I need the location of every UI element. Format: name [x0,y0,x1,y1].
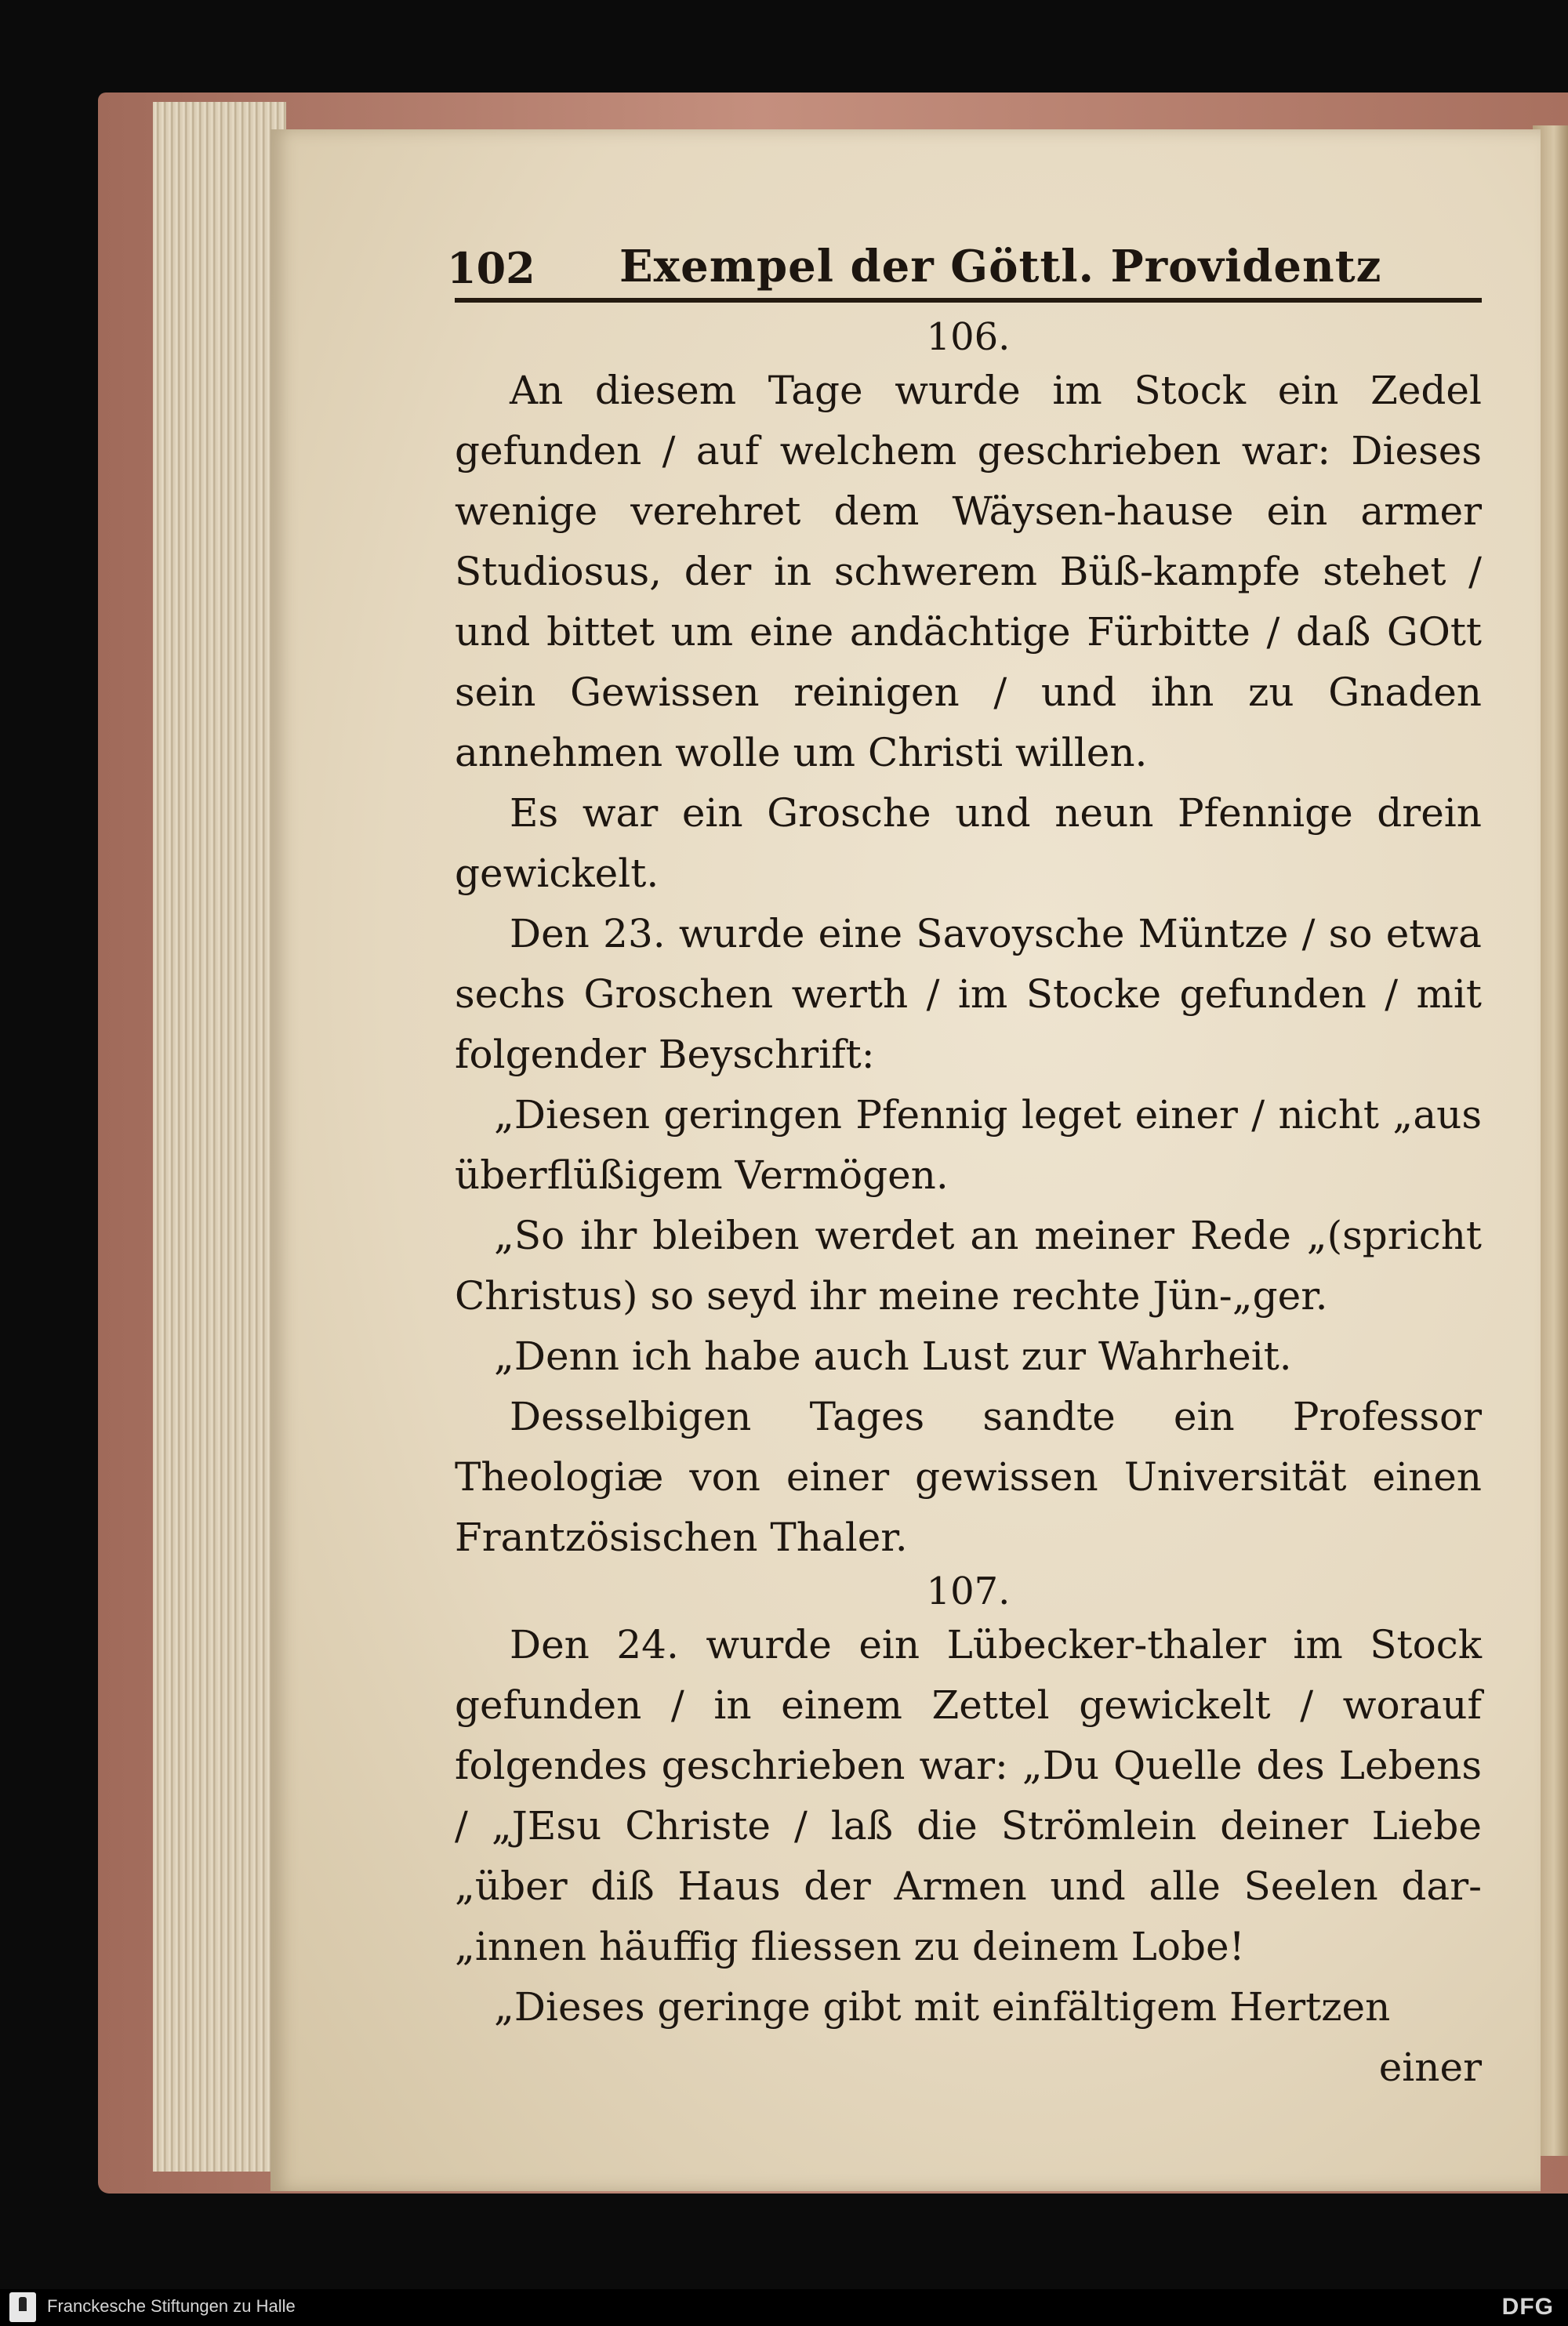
page-number: 102 [447,243,535,293]
franckesche-stiftungen-logo-icon [9,2292,36,2322]
dfg-logo: DFG [1501,2294,1554,2320]
footer-owner: Franckesche Stiftungen zu Halle [47,2296,296,2316]
section-number: 107. [926,1569,1011,1613]
section-107 [455,1568,1482,2038]
quoted-inscription: „Diesen geringen Pfennig leget einer / nicht „aus überflüßigem Vermögen. [455,1092,1482,1198]
quoted-inscription: „So ihr bleiben werdet an meiner Rede „(spricht Christus) so seyd ihr meine rechte Jün-„ger. [455,1213,1482,1319]
page-edges [153,102,286,2172]
paragraph: Den 23. wurde eine Savoysche Müntze / so etwa sechs Groschen werth / im Stocke gefunden / mit folgender Beyschrift: [455,911,1482,1077]
paragraph: Es war ein Grosche und neun Pfennige drein gewickelt. [455,790,1482,896]
catchword: einer [1378,2045,1482,2090]
quoted-inscription: „Dieses geringe gibt mit einfältigem Hertzen [494,1984,1391,2030]
viewer-footer [0,2289,1568,2326]
quoted-inscription: „Denn ich habe auch Lust zur Wahrheit. [494,1334,1292,1379]
paragraph: An diesem Tage wurde im Stock ein Zedel gefunden / auf welchem geschrieben war: Dieses wenige verehret dem Wäysen-hause ein armer Studiosus, der in schwerem Büß-kampfe stehet / und bittet um eine andächtige Fürbitte / daß GOtt sein Gewissen reinigen / und ihn zu Gnaden annehmen wolle um Christi willen. [455,368,1482,775]
paragraph: Den 24. wurde ein Lübecker-thaler im Stock gefunden / in einem Zettel gewickelt / worauf folgendes geschrieben war: „Du Quelle des Lebens / „JEsu Christe / laß die Strömlein deiner Liebe „über diß Haus der Armen und alle Seelen dar-„innen häuffig fliessen zu deinem Lobe! [455,1622,1482,1969]
section-number: 106. [926,315,1011,359]
running-head [447,235,1482,303]
running-head-title: Exempel der Göttl. Providentz [619,241,1382,292]
paragraph: Desselbigen Tages sandte ein Professor Theologiæ von einer gewissen Universität einen Frantzösischen Thaler. [455,1394,1482,1560]
section-106 [455,314,1482,1568]
page-text [447,235,1482,2098]
